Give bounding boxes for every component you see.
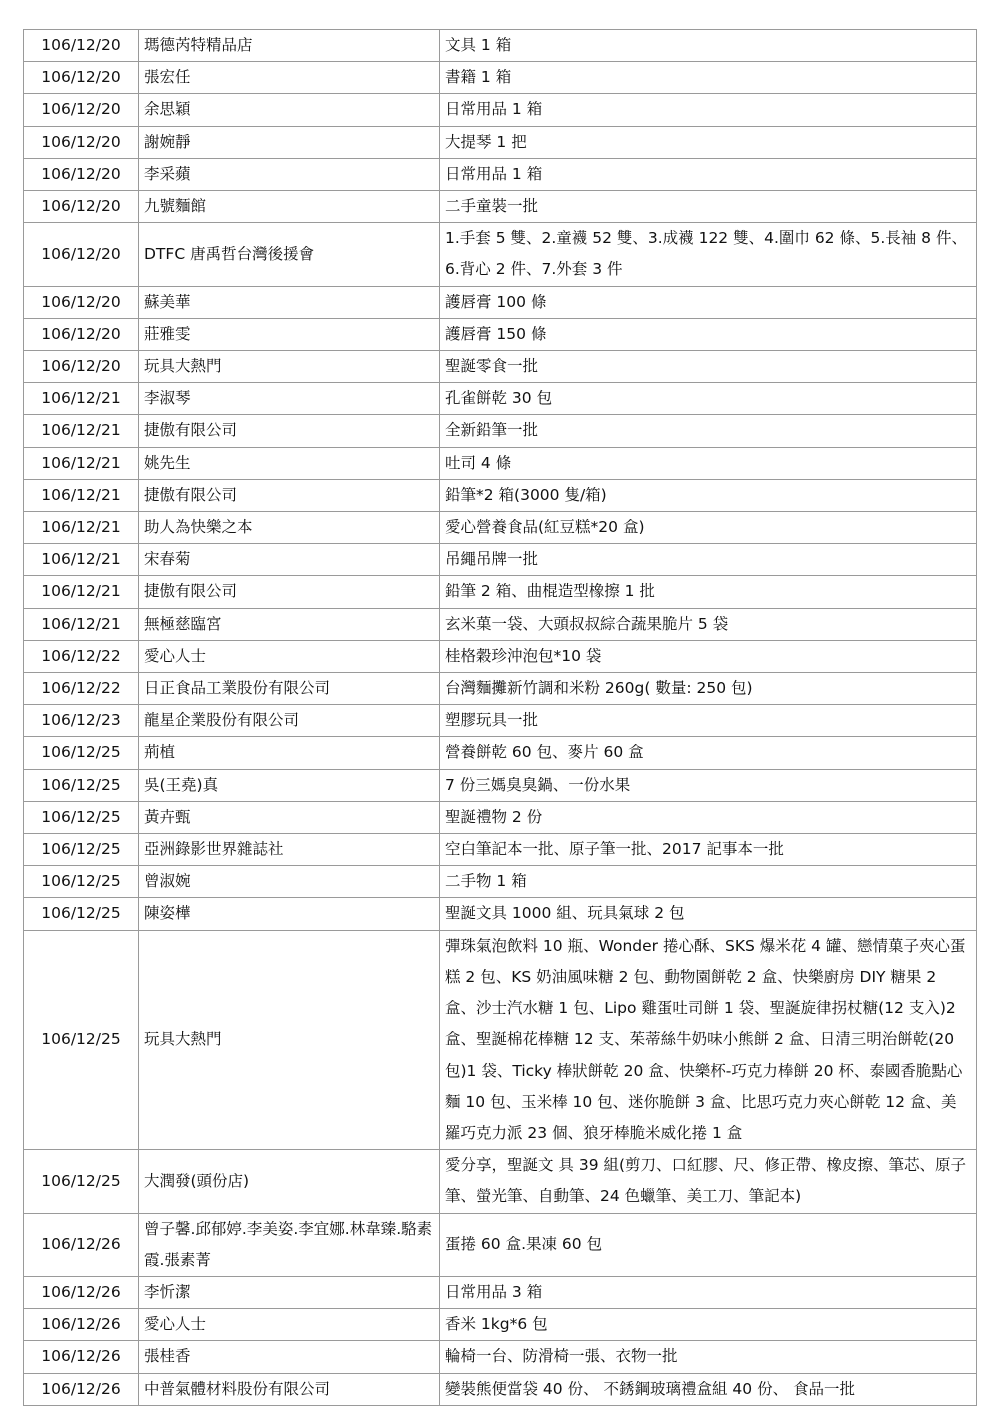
date-cell: 106/12/21 bbox=[24, 383, 139, 415]
donor-cell: 大潤發(頭份店) bbox=[139, 1150, 440, 1213]
item-cell: 1.手套 5 雙、2.童襪 52 雙、3.成襪 122 雙、4.圍巾 62 條、5.長袖 8 件、6.背心 2 件、7.外套 3 件 bbox=[440, 223, 977, 286]
table-row bbox=[24, 1276, 977, 1308]
donor-cell: 莊雅雯 bbox=[139, 318, 440, 350]
date-cell: 106/12/20 bbox=[24, 286, 139, 318]
date-cell: 106/12/21 bbox=[24, 415, 139, 447]
table-row bbox=[24, 737, 977, 769]
donor-cell: 愛心人士 bbox=[139, 1309, 440, 1341]
table-row bbox=[24, 512, 977, 544]
donation-table-body bbox=[24, 30, 977, 1406]
donor-cell: 曾淑婉 bbox=[139, 866, 440, 898]
item-cell: 大提琴 1 把 bbox=[440, 126, 977, 158]
item-cell: 文具 1 箱 bbox=[440, 30, 977, 62]
donor-cell: 亞洲錄影世界雜誌社 bbox=[139, 834, 440, 866]
table-row bbox=[24, 576, 977, 608]
date-cell: 106/12/25 bbox=[24, 898, 139, 930]
table-row bbox=[24, 801, 977, 833]
table-row bbox=[24, 930, 977, 1149]
donor-cell: 宋春菊 bbox=[139, 544, 440, 576]
donor-cell: 謝婉靜 bbox=[139, 126, 440, 158]
item-cell: 塑膠玩具一批 bbox=[440, 705, 977, 737]
item-cell: 香米 1kg*6 包 bbox=[440, 1309, 977, 1341]
date-cell: 106/12/25 bbox=[24, 801, 139, 833]
item-cell: 書籍 1 箱 bbox=[440, 62, 977, 94]
table-row bbox=[24, 705, 977, 737]
date-cell: 106/12/20 bbox=[24, 318, 139, 350]
date-cell: 106/12/21 bbox=[24, 608, 139, 640]
table-row bbox=[24, 640, 977, 672]
table-row bbox=[24, 286, 977, 318]
item-cell: 愛心營養食品(紅豆糕*20 盒) bbox=[440, 512, 977, 544]
item-cell: 蛋捲 60 盒.果凍 60 包 bbox=[440, 1213, 977, 1276]
item-cell: 吐司 4 條 bbox=[440, 447, 977, 479]
donation-record-page bbox=[23, 29, 977, 1406]
table-row bbox=[24, 866, 977, 898]
donor-cell: 曾子馨.邱郁婷.李美姿.李宜娜.林韋臻.駱素霞.張素菁 bbox=[139, 1213, 440, 1276]
item-cell: 鉛筆*2 箱(3000 隻/箱) bbox=[440, 479, 977, 511]
item-cell: 愛分享，聖誕文 具 39 組(剪刀、口紅膠、尺、修正帶、橡皮擦、筆芯、原子筆、螢光筆、自動筆、24 色蠟筆、美工刀、筆記本) bbox=[440, 1150, 977, 1213]
donor-cell: 蘇美華 bbox=[139, 286, 440, 318]
date-cell: 106/12/20 bbox=[24, 191, 139, 223]
table-row bbox=[24, 673, 977, 705]
donor-cell: 黃卉甄 bbox=[139, 801, 440, 833]
date-cell: 106/12/26 bbox=[24, 1373, 139, 1405]
donor-cell: 日正食品工業股份有限公司 bbox=[139, 673, 440, 705]
date-cell: 106/12/23 bbox=[24, 705, 139, 737]
date-cell: 106/12/26 bbox=[24, 1213, 139, 1276]
table-row bbox=[24, 383, 977, 415]
date-cell: 106/12/26 bbox=[24, 1276, 139, 1308]
donor-cell: 李忻潔 bbox=[139, 1276, 440, 1308]
item-cell: 孔雀餅乾 30 包 bbox=[440, 383, 977, 415]
donor-cell: 中普氣體材料股份有限公司 bbox=[139, 1373, 440, 1405]
item-cell: 聖誕禮物 2 份 bbox=[440, 801, 977, 833]
item-cell: 日常用品 3 箱 bbox=[440, 1276, 977, 1308]
table-row bbox=[24, 1309, 977, 1341]
table-row bbox=[24, 223, 977, 286]
item-cell: 二手童裝一批 bbox=[440, 191, 977, 223]
item-cell: 二手物 1 箱 bbox=[440, 866, 977, 898]
table-row bbox=[24, 544, 977, 576]
table-row bbox=[24, 318, 977, 350]
donor-cell: 無極慈臨宮 bbox=[139, 608, 440, 640]
table-row bbox=[24, 1213, 977, 1276]
table-row bbox=[24, 898, 977, 930]
date-cell: 106/12/21 bbox=[24, 447, 139, 479]
date-cell: 106/12/20 bbox=[24, 158, 139, 190]
item-cell: 空白筆記本一批、原子筆一批、2017 記事本一批 bbox=[440, 834, 977, 866]
donation-table bbox=[23, 29, 977, 1406]
table-row bbox=[24, 1373, 977, 1405]
table-row bbox=[24, 479, 977, 511]
date-cell: 106/12/26 bbox=[24, 1309, 139, 1341]
table-row bbox=[24, 834, 977, 866]
date-cell: 106/12/21 bbox=[24, 544, 139, 576]
item-cell: 變裝熊便當袋 40 份、 不銹鋼玻璃禮盒組 40 份、 食品一批 bbox=[440, 1373, 977, 1405]
date-cell: 106/12/21 bbox=[24, 479, 139, 511]
date-cell: 106/12/22 bbox=[24, 640, 139, 672]
item-cell: 聖誕文具 1000 組、玩具氣球 2 包 bbox=[440, 898, 977, 930]
item-cell: 全新鉛筆一批 bbox=[440, 415, 977, 447]
table-row bbox=[24, 191, 977, 223]
item-cell: 玄米菓一袋、大頭叔叔綜合蔬果脆片 5 袋 bbox=[440, 608, 977, 640]
table-row bbox=[24, 769, 977, 801]
donor-cell: 愛心人士 bbox=[139, 640, 440, 672]
donor-cell: 張桂香 bbox=[139, 1341, 440, 1373]
item-cell: 桂格穀珍沖泡包*10 袋 bbox=[440, 640, 977, 672]
donor-cell: 玩具大熱門 bbox=[139, 351, 440, 383]
donor-cell: 捷傲有限公司 bbox=[139, 479, 440, 511]
table-row bbox=[24, 1150, 977, 1213]
donor-cell: 李淑琴 bbox=[139, 383, 440, 415]
table-row bbox=[24, 158, 977, 190]
date-cell: 106/12/25 bbox=[24, 930, 139, 1149]
donor-cell: 余思穎 bbox=[139, 94, 440, 126]
donor-cell: DTFC 唐禹哲台灣後援會 bbox=[139, 223, 440, 286]
date-cell: 106/12/20 bbox=[24, 126, 139, 158]
item-cell: 7 份三媽臭臭鍋、一份水果 bbox=[440, 769, 977, 801]
date-cell: 106/12/26 bbox=[24, 1341, 139, 1373]
item-cell: 護唇膏 100 條 bbox=[440, 286, 977, 318]
item-cell: 台灣麵攤新竹調和米粉 260g( 數量: 250 包) bbox=[440, 673, 977, 705]
date-cell: 106/12/25 bbox=[24, 866, 139, 898]
item-cell: 營養餅乾 60 包、麥片 60 盒 bbox=[440, 737, 977, 769]
table-row bbox=[24, 1341, 977, 1373]
table-row bbox=[24, 447, 977, 479]
item-cell: 護唇膏 150 條 bbox=[440, 318, 977, 350]
date-cell: 106/12/21 bbox=[24, 512, 139, 544]
table-row bbox=[24, 351, 977, 383]
date-cell: 106/12/21 bbox=[24, 576, 139, 608]
date-cell: 106/12/25 bbox=[24, 834, 139, 866]
donor-cell: 荊植 bbox=[139, 737, 440, 769]
item-cell: 聖誕零食一批 bbox=[440, 351, 977, 383]
donor-cell: 玩具大熱門 bbox=[139, 930, 440, 1149]
item-cell: 鉛筆 2 箱、曲棍造型橡擦 1 批 bbox=[440, 576, 977, 608]
date-cell: 106/12/20 bbox=[24, 30, 139, 62]
table-row bbox=[24, 30, 977, 62]
item-cell: 日常用品 1 箱 bbox=[440, 94, 977, 126]
donor-cell: 陳姿樺 bbox=[139, 898, 440, 930]
donor-cell: 吳(王堯)真 bbox=[139, 769, 440, 801]
donor-cell: 李采蘋 bbox=[139, 158, 440, 190]
date-cell: 106/12/20 bbox=[24, 223, 139, 286]
table-row bbox=[24, 94, 977, 126]
item-cell: 日常用品 1 箱 bbox=[440, 158, 977, 190]
table-row bbox=[24, 415, 977, 447]
donor-cell: 瑪德芮特精品店 bbox=[139, 30, 440, 62]
date-cell: 106/12/20 bbox=[24, 351, 139, 383]
item-cell: 輪椅一台、防滑椅一張、衣物一批 bbox=[440, 1341, 977, 1373]
donor-cell: 助人為快樂之本 bbox=[139, 512, 440, 544]
date-cell: 106/12/25 bbox=[24, 769, 139, 801]
date-cell: 106/12/20 bbox=[24, 62, 139, 94]
donor-cell: 龍星企業股份有限公司 bbox=[139, 705, 440, 737]
date-cell: 106/12/25 bbox=[24, 737, 139, 769]
donor-cell: 捷傲有限公司 bbox=[139, 576, 440, 608]
donor-cell: 張宏任 bbox=[139, 62, 440, 94]
date-cell: 106/12/25 bbox=[24, 1150, 139, 1213]
date-cell: 106/12/22 bbox=[24, 673, 139, 705]
table-row bbox=[24, 62, 977, 94]
table-row bbox=[24, 608, 977, 640]
table-row bbox=[24, 126, 977, 158]
item-cell: 吊繩吊牌一批 bbox=[440, 544, 977, 576]
donor-cell: 九號麵館 bbox=[139, 191, 440, 223]
item-cell: 彈珠氣泡飲料 10 瓶、Wonder 捲心酥、SKS 爆米花 4 罐、戀情菓子夾心蛋糕 2 包、KS 奶油風味糖 2 包、動物園餅乾 2 盒、快樂廚房 DIY 糖果 2 盒、沙士汽水糖 1 包、Lipo 雞蛋吐司餅 1 袋、聖誕旋律拐杖糖(12 支入)2 盒、聖誕棉花棒糖 12 支、茱蒂絲牛奶味小熊餅 2 盒、日清三明治餅乾(20 包)1 袋、Ticky 棒狀餅乾 20 盒、快樂杯-巧克力棒餅 20 杯、泰國香脆點心麵 10 包、玉米棒 10 包、迷你脆餅 3 盒、比思巧克力夾心餅乾 12 盒、美羅巧克力派 23 個、狼牙棒脆米威化捲 1 盒 bbox=[440, 930, 977, 1149]
date-cell: 106/12/20 bbox=[24, 94, 139, 126]
donor-cell: 姚先生 bbox=[139, 447, 440, 479]
donor-cell: 捷傲有限公司 bbox=[139, 415, 440, 447]
